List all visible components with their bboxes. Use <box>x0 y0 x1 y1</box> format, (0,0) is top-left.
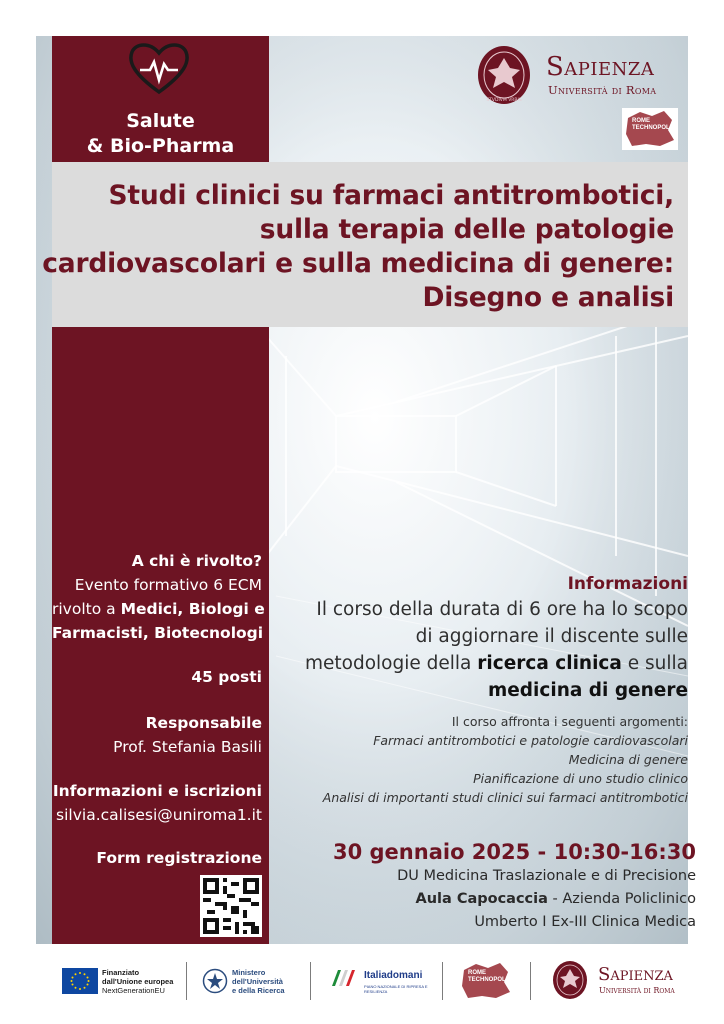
footer-divider <box>530 962 531 1000</box>
contact-email[interactable]: silvia.calisesi@uniroma1.it <box>56 806 262 824</box>
category-line-1: Salute <box>126 110 195 132</box>
title-line-1: Studi clinici su farmaci antitrombotici, <box>108 180 674 211</box>
university-name: Sapienza <box>546 52 655 82</box>
footer-divider <box>186 962 187 1000</box>
audience-line-3: Farmacisti, Biotecnologi <box>52 624 264 642</box>
audience-line-2: rivolto a Medici, Biologi e <box>52 600 265 618</box>
title-line-2: sulla terapia delle patologie <box>259 214 674 245</box>
manager-heading: Responsabile <box>145 714 262 732</box>
topic-item: Medicina di genere <box>568 752 688 767</box>
manager-name: Prof. Stefania Basili <box>113 738 262 756</box>
title-line-4: Disegno e analisi <box>422 282 674 313</box>
technopole-label: ROME TECHNOPOLE <box>632 118 674 131</box>
eu-flag-icon <box>62 968 98 994</box>
info-line-4: medicina di genere <box>487 680 688 701</box>
ministry-text: Ministero dell'Università e della Ricerca <box>232 968 285 995</box>
italia-domani-flag-icon <box>330 966 362 988</box>
event-date-time: 30 gennaio 2025 - 10:30-16:30 <box>332 840 696 864</box>
info-heading: Informazioni <box>567 574 688 594</box>
footer-divider <box>442 962 443 1000</box>
eu-funding-text: Finanziato dall'Unione europea NextGenerationEU <box>102 968 174 995</box>
info-line-3: metodologie della ricerca clinica e sulla <box>305 653 688 674</box>
venue-line-3: Umberto I Ex-III Clinica Medica <box>474 914 696 930</box>
info-line-1: Il corso della durata di 6 ore ha lo scopo <box>316 599 688 620</box>
seal-text: STVDIVM VRBIS <box>486 98 522 103</box>
venue-line-1: DU Medicina Traslazionale e di Precisione <box>397 868 696 884</box>
audience-line-1: Evento formativo 6 ECM <box>74 576 262 594</box>
ministry-emblem-icon <box>202 968 228 994</box>
rome-technopole-logo <box>622 108 678 150</box>
sapienza-footer-seal-icon <box>552 960 588 1000</box>
category-line-2: & Bio-Pharma <box>86 135 235 157</box>
footer-university-subtitle: Università di Roma <box>599 986 675 995</box>
heart-icon <box>126 40 192 96</box>
venue-line-2: Aula Capocaccia - Azienda Policlinico <box>415 891 696 907</box>
topic-item: Analisi di importanti studi clinici sui farmaci antitrombotici <box>322 790 688 805</box>
seats-count: 45 posti <box>191 668 262 686</box>
contact-heading: Informazioni e iscrizioni <box>52 782 262 800</box>
topic-item: Farmaci antitrombotici e patologie cardiovascolari <box>373 733 688 748</box>
footer-divider <box>310 962 311 1000</box>
info-line-2: di aggiornare il discente sulle <box>415 626 688 647</box>
italia-domani-sub: PIANO NAZIONALE DI RIPRESA E RESILIENZA <box>364 984 428 994</box>
registration-qr-code[interactable] <box>200 875 262 937</box>
title-line-3: cardiovascolari e sulla medicina di genere: <box>42 248 674 279</box>
audience-heading: A chi è rivolto? <box>131 552 262 570</box>
eu-funding-logo <box>62 968 98 998</box>
italia-domani-text: Italiadomani <box>364 970 423 981</box>
rome-technopole-footer-logo: ROME TECHNOPOLE <box>458 960 514 1002</box>
footer-university-name: Sapienza <box>598 964 673 985</box>
topic-item: Pianificazione di uno studio clinico <box>473 771 688 786</box>
sapienza-seal-icon <box>476 44 532 106</box>
registration-form-heading: Form registrazione <box>96 849 262 867</box>
university-subtitle: Università di Roma <box>548 83 657 97</box>
topics-intro: Il corso affronta i seguenti argomenti: <box>451 714 688 729</box>
title-band <box>42 162 688 327</box>
